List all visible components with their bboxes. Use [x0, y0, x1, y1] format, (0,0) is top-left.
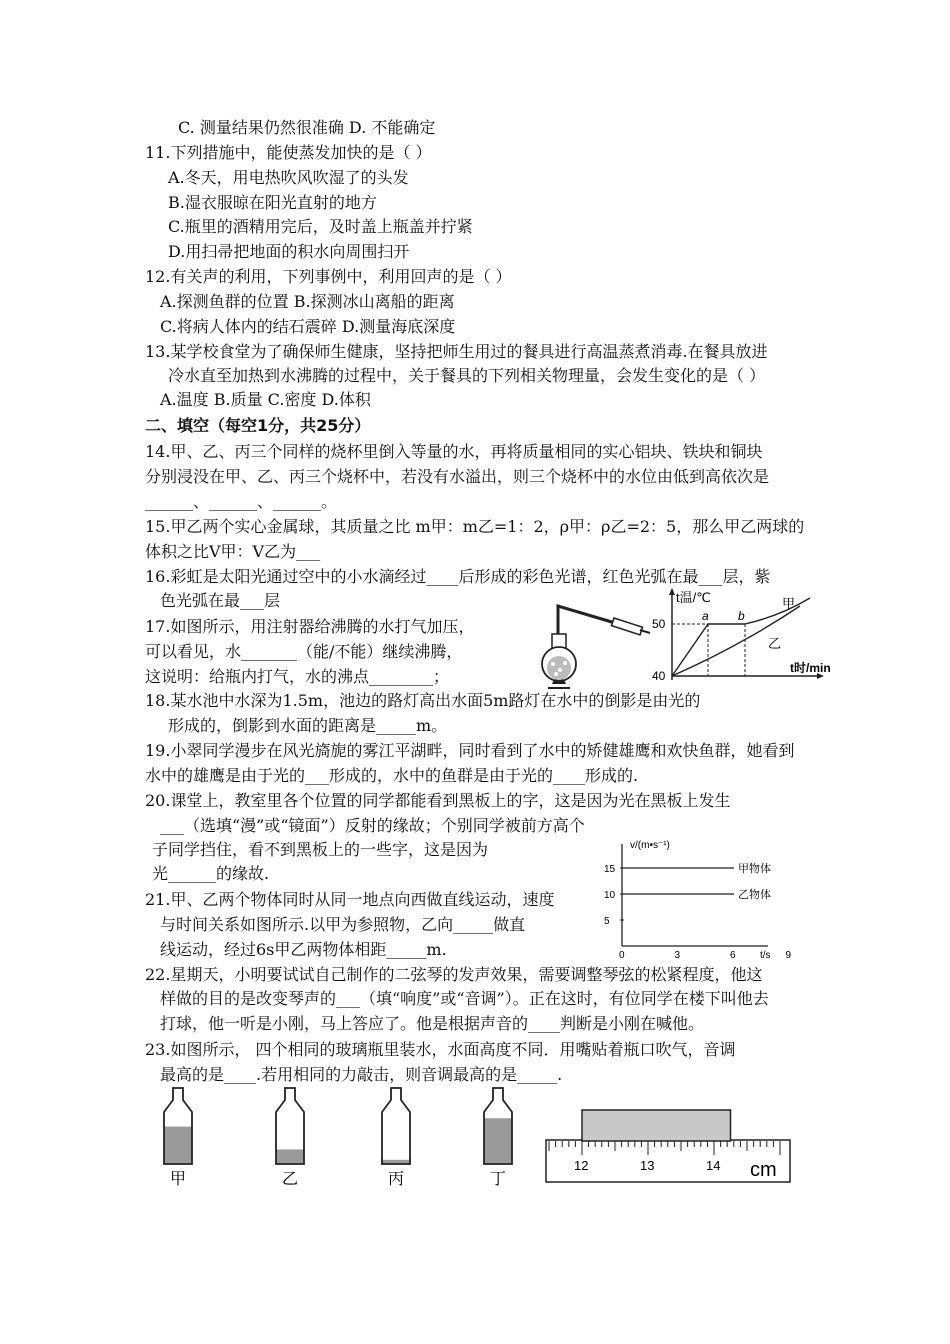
- q21-line1: 21.甲、乙两个物体同时从同一地点向西做直线运动，速度: [145, 890, 555, 909]
- q23-line1: 23.如图所示， 四个相同的玻璃瓶里装水，水面高度不同．用嘴贴着瓶口吹气，音调: [145, 1040, 736, 1059]
- q19-line2: 水中的雄鹰是由于光的___形成的，水中的鱼群是由于光的____形成的.: [145, 766, 639, 785]
- q17-line2: 可以看见，水_______（能/不能）继续沸腾，: [145, 642, 463, 661]
- vt-y-tick: 10: [604, 890, 616, 901]
- bottle-icon: [276, 1088, 304, 1164]
- q16-line1: 16.彩虹是太阳光通过空中的小水滴经过____后形成的彩色光谱，红色光弧在最___层，紫: [145, 567, 771, 586]
- y-tick-40: 40: [652, 669, 666, 683]
- ruler-figure: [544, 1108, 794, 1184]
- q14-line2: 分别浸没在甲、乙、丙三个烧杯中，若没有水溢出，则三个烧杯中的水位由低到高依次是: [145, 467, 770, 486]
- ruler-label: 12: [574, 1158, 589, 1173]
- bottle-icon: [164, 1088, 192, 1164]
- q20-line4: 光______的缘故.: [152, 864, 270, 883]
- vt-y-axis-label: v/(m•s⁻¹): [630, 840, 670, 851]
- point-b-label: b: [738, 609, 745, 623]
- q20-line1: 20.课堂上，教室里各个位置的同学都能看到黑板上的字，这是因为光在黑板上发生: [145, 791, 731, 810]
- bottle-label: 乙: [282, 1171, 299, 1188]
- q11-option-d: D.用扫帚把地面的积水向周围扫开: [168, 242, 410, 261]
- q13-options: A.温度 B.质量 C.密度 D.体积: [160, 390, 371, 409]
- bottle-outline: [382, 1088, 410, 1164]
- series-label-jia: 甲: [782, 596, 796, 611]
- bottle-water: [164, 1127, 192, 1164]
- vt-x-tick: 9: [785, 950, 792, 961]
- q22-line3: 打球，他一听是小刚，马上答应了。他是根据声音的____判断是小刚在喊他。: [160, 1014, 705, 1033]
- q20-line3: 子同学挡住，看不到黑板上的一些字，这是因为: [152, 840, 489, 859]
- vt-x-tick: 6: [730, 950, 736, 961]
- q19-line1: 19.小翠同学漫步在风光旖旎的雾江平湖畔，同时看到了水中的矫健雄鹰和欢快鱼群，她看到: [145, 741, 795, 760]
- bottle-water: [484, 1118, 512, 1164]
- q20-line2: ___（选填“漫”或“镜面”）反射的缘故；个别同学被前方高个: [160, 816, 585, 835]
- vt-series-label: 甲物体: [738, 863, 771, 875]
- q16-line2: 色光弧在最___层: [160, 591, 281, 610]
- x-axis-label: t时/min: [790, 661, 831, 675]
- q21-line3: 线运动，经过6s甲乙两物体相距_____m.: [160, 940, 447, 959]
- section-title: 二、填空（每空1分，共25分）: [145, 416, 371, 435]
- vt-y-tick: 15: [604, 864, 616, 875]
- ruler-label: 13: [640, 1158, 655, 1173]
- q11-stem: 11.下列措施中，能使蒸发加快的是（ ）: [145, 143, 432, 162]
- q12-stem: 12.有关声的利用，下列事例中，利用回声的是（ ）: [145, 267, 512, 286]
- q11-option-a: A.冬天，用电热吹风吹湿了的头发: [168, 168, 409, 187]
- q17-line1: 17.如图所示，用注射器给沸腾的水打气加压，: [145, 617, 475, 636]
- bottle-label: 丙: [388, 1171, 405, 1188]
- bottles-figure: [150, 1086, 530, 1190]
- q22-line2: 样做的目的是改变琴声的___（填“响度”或“音调”）。正在这时，有位同学在楼下叫他去: [160, 989, 769, 1008]
- q11-option-c: C.瓶里的酒精用完后，及时盖上瓶盖并拧紧: [168, 217, 473, 236]
- vt-series-label: 乙物体: [738, 889, 771, 901]
- ruler-unit: cm: [750, 1159, 777, 1181]
- q18-line1: 18.某水池中水深为1.5m，池边的路灯高出水面5m路灯在水中的倒影是由光的: [145, 691, 701, 710]
- q11-option-b: B.湿衣服晾在阳光直射的地方: [168, 193, 377, 212]
- q15-line2: 体积之比V甲：V乙为___: [145, 542, 321, 561]
- flask-icon: [542, 634, 576, 681]
- syringe-icon: [612, 618, 650, 635]
- q18-line2: 形成的，倒影到水面的距离是_____m。: [168, 716, 448, 735]
- velocity-time-chart: [598, 834, 798, 962]
- flask-syringe-figure: [522, 596, 652, 690]
- measured-block: [582, 1110, 731, 1141]
- q23-line2: 最高的是____.若用相同的力敲击，则音调最高的是_____.: [160, 1065, 563, 1084]
- y-axis-label: t温/℃: [676, 590, 711, 605]
- bottle-label: 丁: [490, 1171, 507, 1188]
- boiling-temperature-graph: [650, 586, 850, 690]
- q13-stem-line1: 13.某学校食堂为了确保师生健康，坚持把师生用过的餐具进行高温蒸煮消毒.在餐具放进: [145, 342, 768, 361]
- q17-line3: 这说明：给瓶内打气，水的沸点________；: [145, 667, 450, 686]
- series-label-yi: 乙: [768, 636, 782, 651]
- q10-options-cd: C. 测量结果仍然很准确 D. 不能确定: [178, 118, 436, 137]
- q12-options-ab: A.探测鱼群的位置 B.探测冰山离船的距离: [160, 292, 455, 311]
- ruler-label: 14: [706, 1158, 721, 1173]
- q22-line1: 22.星期天，小明要试试自己制作的二弦琴的发声效果，需要调整琴弦的松紧程度，他这: [145, 965, 763, 984]
- bottle-label: 甲: [170, 1171, 187, 1188]
- y-axis-arrow-icon: [669, 588, 675, 595]
- q21-line2: 与时间关系如图所示.以甲为参照物，乙向_____做直: [160, 915, 526, 934]
- point-a-label: a: [702, 609, 709, 623]
- vt-x-tick: 0: [619, 950, 625, 961]
- bottle-icon: [382, 1088, 410, 1164]
- q14-line1: 14.甲、乙、丙三个同样的烧杯里倒入等量的水，再将质量相同的实心铝块、铁块和铜块: [145, 442, 763, 461]
- q12-options-cd: C.将病人体内的结石震碎 D.测量海底深度: [160, 317, 456, 336]
- vt-x-axis-label: t/s: [760, 950, 771, 961]
- y-tick-50: 50: [652, 617, 666, 631]
- vt-x-tick: 3: [674, 950, 681, 961]
- q14-line3: ______、______、______。: [145, 492, 338, 511]
- q15-line1: 15.甲乙两个实心金属球，其质量之比 m甲：m乙=1：2，ρ甲：ρ乙=2：5，那么甲乙两球的: [145, 517, 805, 536]
- bottle-water: [276, 1149, 304, 1164]
- bottle-icon: [484, 1088, 512, 1164]
- vt-y-tick: 5: [604, 916, 610, 927]
- q13-stem-line2: 冷水直至加热到水沸腾的过程中，关于餐具的下列相关物理量，会发生变化的是（ ）: [168, 366, 766, 385]
